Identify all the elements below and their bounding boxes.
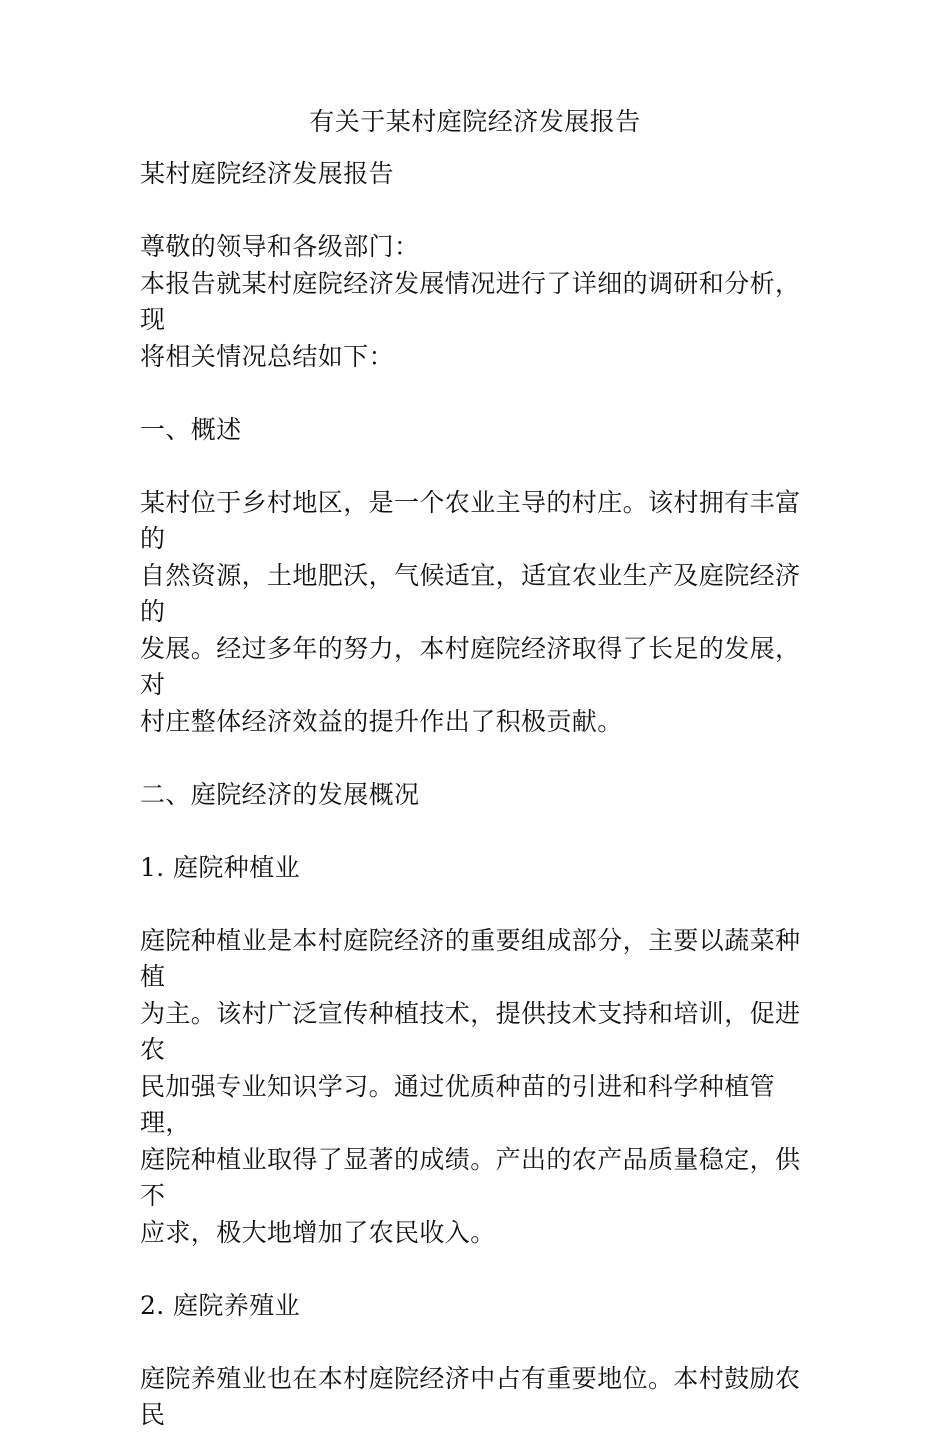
breeding-line: 庭院养殖业也在本村庭院经济中占有重要地位。本村鼓励农民 (140, 1363, 801, 1429)
paragraph-gap (140, 193, 815, 230)
paragraph-gap (140, 740, 815, 777)
overview-line: 自然资源，土地肥沃，气候适宜，适宜农业生产及庭院经济的 (140, 560, 801, 626)
overview-line: 某村位于乡村地区，是一个农业主导的村庄。该村拥有丰富的 (140, 487, 801, 553)
planting-line: 庭院种植业是本村庭院经济的重要组成部分，主要以蔬菜种植 (140, 925, 801, 991)
section-heading-overview: 一、概述 (140, 414, 242, 444)
subsection-heading-breeding: 2. 庭院养殖业 (140, 1290, 300, 1320)
paragraph-gap (140, 448, 815, 485)
planting-line: 为主。该村广泛宣传种植技术，提供技术支持和培训，促进农 (140, 998, 801, 1064)
intro-line: 将相关情况总结如下： (140, 341, 395, 371)
overview-line: 村庄整体经济效益的提升作出了积极贡献。 (140, 706, 623, 736)
planting-line: 应求，极大地增加了农民收入。 (140, 1217, 496, 1247)
document-title: 有关于某村庭院经济发展报告 (309, 107, 641, 136)
subsection-heading-planting: 1. 庭院种植业 (140, 852, 300, 882)
overview-line: 发展。经过多年的努力，本村庭院经济取得了长足的发展，对 (140, 633, 801, 699)
salutation: 尊敬的领导和各级部门： (140, 232, 420, 261)
planting-line: 庭院种植业取得了显著的成绩。产出的农产品质量稳定，供不 (140, 1144, 801, 1210)
paragraph-gap (140, 813, 815, 850)
report-subtitle: 某村庭院经济发展报告 (140, 159, 395, 188)
paragraph-gap (140, 1251, 815, 1288)
paragraph-gap (140, 1324, 815, 1361)
paragraph-gap (140, 886, 815, 923)
intro-line: 本报告就某村庭院经济发展情况进行了详细的调研和分析，现 (140, 268, 801, 334)
section-heading-development: 二、庭院经济的发展概况 (140, 779, 420, 809)
planting-line: 民加强专业知识学习。通过优质种苗的引进和科学种植管理， (140, 1071, 776, 1137)
paragraph-gap (140, 375, 815, 412)
document-body (140, 156, 815, 1434)
